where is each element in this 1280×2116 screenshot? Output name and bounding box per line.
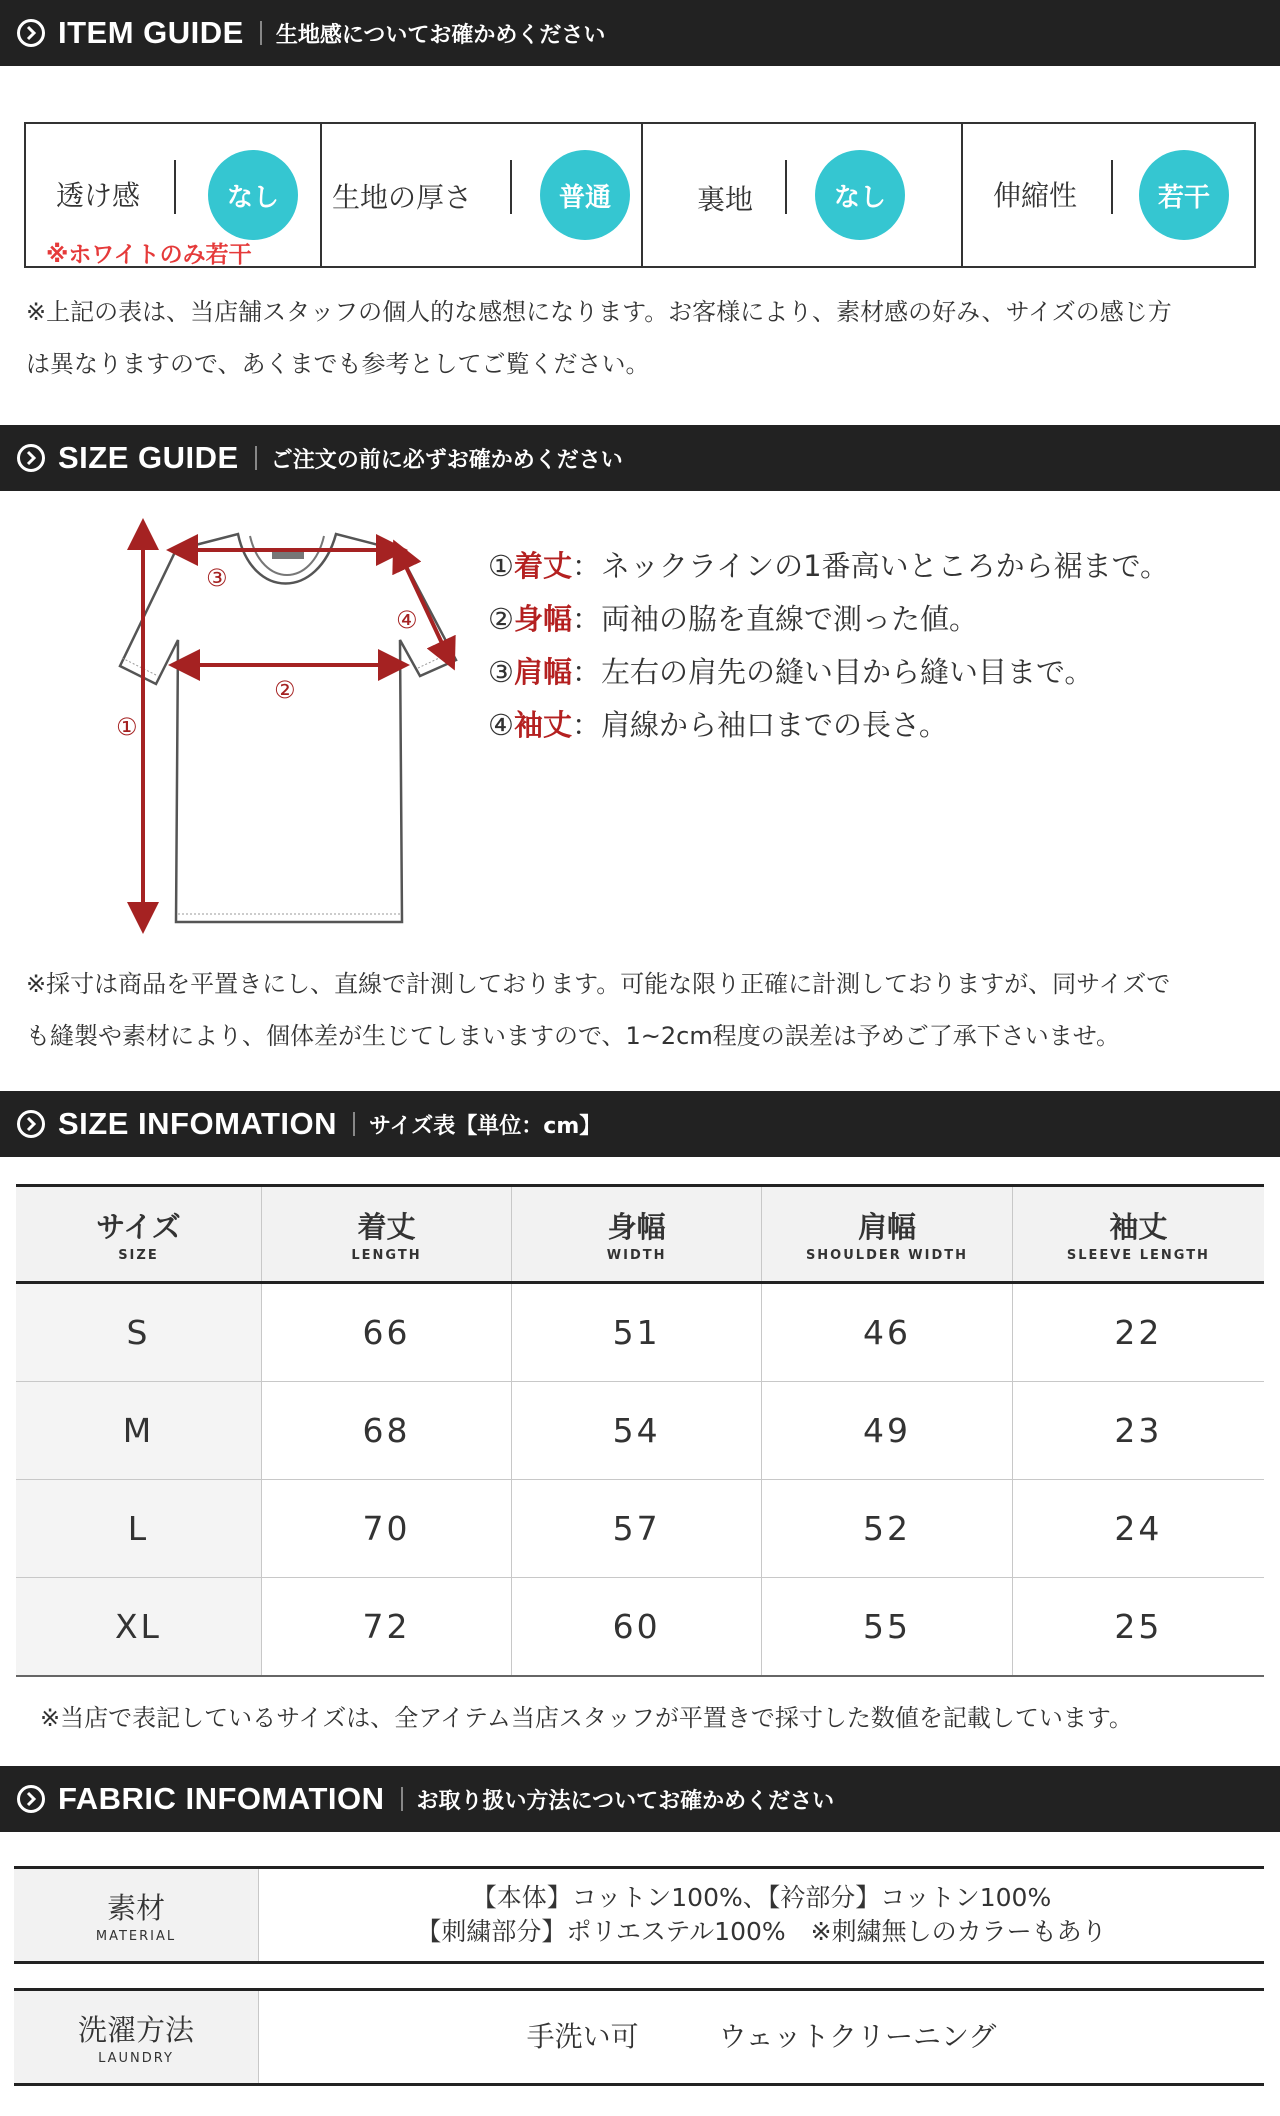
circle-chevron-icon xyxy=(16,18,46,48)
section-subtitle: 生地感についてお確かめください xyxy=(275,22,606,48)
guide-label: 伸縮性 xyxy=(993,179,1078,212)
divider xyxy=(255,446,257,470)
table-cell: 57 xyxy=(512,1480,762,1578)
section-subtitle: ご注文の前に必ずお確かめください xyxy=(270,447,623,473)
circle-chevron-icon xyxy=(16,1784,46,1814)
guide-cell-lining xyxy=(643,124,963,266)
guide-cell-thickness xyxy=(322,124,643,266)
item-guide-note xyxy=(26,286,1266,390)
laundry-label: 洗濯方法 LAUNDRY xyxy=(14,1990,259,2085)
size-cell: S xyxy=(16,1283,261,1382)
table-cell: 68 xyxy=(261,1382,511,1480)
measurement-item: ②身幅：両袖の脇を直線で測った値。 xyxy=(488,602,979,636)
laundry-table xyxy=(14,1988,1264,2086)
guide-badge: 普通 xyxy=(540,150,630,240)
guide-badge: なし xyxy=(815,150,905,240)
size-cell: XL xyxy=(16,1578,261,1677)
table-cell: 23 xyxy=(1012,1382,1264,1480)
divider xyxy=(401,1787,403,1811)
table-row xyxy=(14,1868,1264,1963)
fabric-info-header xyxy=(0,1766,1280,1832)
table-row xyxy=(16,1283,1264,1382)
item-guide-table xyxy=(24,122,1256,268)
table-row xyxy=(16,1382,1264,1480)
divider xyxy=(1111,160,1113,214)
note-line: ※上記の表は、当店舗スタッフの個人的な感想になります。お客様により、素材感の好み、サイズの感じ方 xyxy=(26,298,1172,326)
marker-2: ② xyxy=(274,676,296,704)
section-subtitle: お取り扱い方法についてお確かめください xyxy=(416,1788,835,1814)
table-cell: 46 xyxy=(762,1283,1013,1382)
column-header: 袖丈 SLEEVE LENGTH xyxy=(1012,1186,1264,1283)
table-cell: 55 xyxy=(762,1578,1013,1677)
table-cell: 70 xyxy=(261,1480,511,1578)
material-value: 【本体】コットン100%、【衿部分】コットン100% 【刺繍部分】ポリエステル100% ※刺繍無しのカラーもあり xyxy=(259,1868,1265,1963)
table-row xyxy=(14,1990,1264,2085)
size-table xyxy=(16,1184,1264,1677)
laundry-value: 手洗い可 ウェットクリーニング xyxy=(259,1990,1265,2085)
divider xyxy=(510,160,512,214)
note-line: も縫製や素材により、個体差が生じてしまいますので、1~2cm程度の誤差は予めご了承下さいませ。 xyxy=(26,1022,1121,1050)
table-cell: 22 xyxy=(1012,1283,1264,1382)
column-header: 身幅 WIDTH xyxy=(512,1186,762,1283)
size-guide-note xyxy=(26,958,1266,1062)
column-header: 肩幅 SHOULDER WIDTH xyxy=(762,1186,1013,1283)
column-header: 着丈 LENGTH xyxy=(261,1186,511,1283)
marker-4: ④ xyxy=(396,606,418,634)
item-guide-header xyxy=(0,0,1280,66)
circle-chevron-icon xyxy=(16,1109,46,1139)
circle-chevron-icon xyxy=(16,443,46,473)
guide-label: 裏地 xyxy=(697,183,754,216)
table-cell: 51 xyxy=(512,1283,762,1382)
table-cell: 52 xyxy=(762,1480,1013,1578)
size-cell: L xyxy=(16,1480,261,1578)
guide-note: ※ホワイトのみ若干 xyxy=(46,242,252,268)
section-title: SIZE GUIDE xyxy=(58,440,239,475)
column-header: サイズ SIZE xyxy=(16,1186,261,1283)
material-label: 素材 MATERIAL xyxy=(14,1868,259,1963)
tshirt-outline xyxy=(120,534,456,922)
guide-badge: 若干 xyxy=(1139,150,1229,240)
guide-badge: なし xyxy=(208,150,298,240)
guide-label: 透け感 xyxy=(56,179,141,212)
section-title: SIZE INFOMATION xyxy=(58,1106,338,1141)
size-guide-header xyxy=(0,425,1280,491)
marker-1: ① xyxy=(116,713,138,741)
measurement-item: ①着丈：ネックラインの1番高いところから裾まで。 xyxy=(488,549,1170,583)
divider xyxy=(785,160,787,214)
size-cell: M xyxy=(16,1382,261,1480)
divider xyxy=(260,21,262,45)
guide-label: 生地の厚さ xyxy=(332,181,473,214)
divider xyxy=(174,160,176,214)
material-table xyxy=(14,1866,1264,1964)
note-line: ※採寸は商品を平置きにし、直線で計測しております。可能な限り正確に計測しておりますが、同サイズで xyxy=(26,970,1171,998)
measurement-item: ③肩幅：左右の肩先の縫い目から縫い目まで。 xyxy=(488,655,1094,689)
section-title: ITEM GUIDE xyxy=(58,15,244,50)
table-cell: 66 xyxy=(261,1283,511,1382)
size-info-header xyxy=(0,1091,1280,1157)
measurement-item: ④袖丈：肩線から袖口までの長さ。 xyxy=(488,708,948,742)
table-header-row xyxy=(16,1186,1264,1283)
marker-3: ③ xyxy=(206,564,228,592)
table-row xyxy=(16,1480,1264,1578)
section-title: FABRIC INFOMATION xyxy=(58,1781,385,1816)
guide-cell-stretch xyxy=(963,124,1254,266)
table-cell: 49 xyxy=(762,1382,1013,1480)
tshirt-diagram xyxy=(90,515,470,935)
measurement-list xyxy=(488,548,1169,760)
table-cell: 25 xyxy=(1012,1578,1264,1677)
note-line: は異なりますので、あくまでも参考としてご覧ください。 xyxy=(26,350,650,378)
table-row xyxy=(16,1578,1264,1677)
guide-cell-transparency xyxy=(26,124,322,266)
table-cell: 54 xyxy=(512,1382,762,1480)
size-info-note: ※当店で表記しているサイズは、全アイテム当店スタッフが平置きで採寸した数値を記載しています。 xyxy=(40,1704,1133,1732)
table-cell: 24 xyxy=(1012,1480,1264,1578)
table-cell: 60 xyxy=(512,1578,762,1677)
section-subtitle: サイズ表【単位：cm】 xyxy=(369,1113,602,1139)
tshirt-neck-label xyxy=(272,552,304,559)
table-cell: 72 xyxy=(261,1578,511,1677)
divider xyxy=(353,1112,355,1136)
